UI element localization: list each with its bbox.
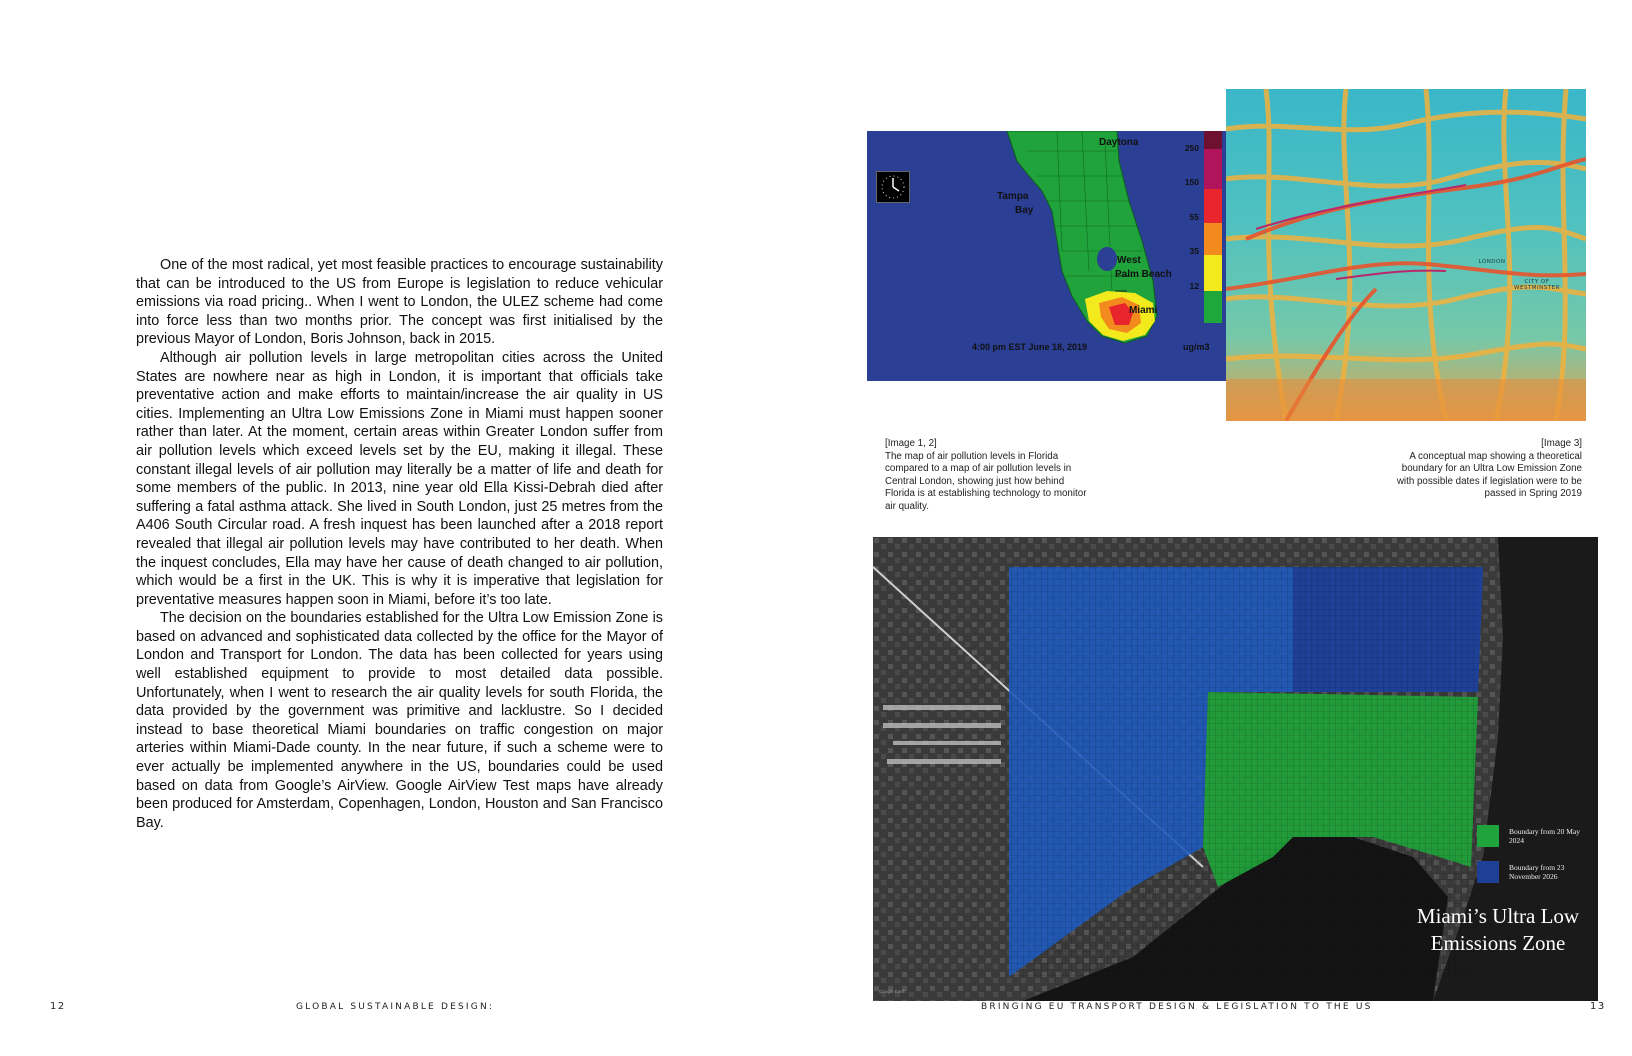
scale-swatch-4 bbox=[1204, 223, 1222, 255]
pollution-color-scale bbox=[1204, 131, 1222, 323]
scale-value-250: 250 bbox=[1184, 143, 1199, 153]
paragraph-2: Although air pollution levels in large metropolitan cities across the United States are nowhere near as high in London, it is important that officials take preventative action and make efforts to maintain/increase the air quality in US cities. Implementing an Ultra Low Emissions Zone in Miami must happen sooner rather than later. At the moment, certain areas within Greater London suffer from air pollution levels which exceed levels set by the EU, making it illegal. These constant illegal levels of air pollution may literally be a matter of life and death for some members of the public. In 2013, nine year old Ella Kissi-Debrah died after suffering a fatal asthma attack. She lived in South London, just 25 metres from the A406 South Circular road. A fresh inquest has been launched after a 2018 report revealed that illegal air pollution levels may have contributed to her death. When the inquest concludes, Ella may have her cause of death changed to air pollution, which would be a first in the UK. This is why it is imperative that legislation for preventative measures happen soon in Miami, before it’s too late. bbox=[136, 349, 663, 608]
legend-swatch-2024 bbox=[1477, 825, 1499, 847]
label-tampa: Tampa bbox=[997, 191, 1029, 202]
ulez-map-title: Miami’s Ultra Low Emissions Zone bbox=[1416, 904, 1580, 955]
caption-text-1-2: The map of air pollution levels in Florida compared to a map of air pollution levels in Central London, showing just how behind Florida is at establishing technology to monitor air quality. bbox=[885, 450, 1087, 512]
scale-value-35: 35 bbox=[1189, 246, 1199, 256]
label-west: West bbox=[1117, 255, 1141, 266]
running-head-left: GLOBAL SUSTAINABLE DESIGN: bbox=[296, 1002, 495, 1012]
scale-value-12: 12 bbox=[1189, 281, 1199, 291]
ulez-legend bbox=[1477, 825, 1589, 897]
caption-ref-1-2: [Image 1, 2] bbox=[885, 438, 937, 449]
caption-images-1-2 bbox=[885, 438, 1095, 514]
caption-text-3: A conceptual map showing a theoretical boundary for an Ultra Low Emission Zone with possible dates if legislation were to be passed in Spring 2019 bbox=[1396, 450, 1582, 500]
scale-swatch-5 bbox=[1204, 255, 1222, 291]
scale-value-55: 55 bbox=[1189, 212, 1199, 222]
scale-value-150: 150 bbox=[1184, 177, 1199, 187]
page-number-right: 13 bbox=[1590, 1001, 1606, 1012]
florida-air-quality-map bbox=[867, 131, 1229, 381]
running-head-right: BRINGING EU TRANSPORT DESIGN & LEGISLATION TO THE US bbox=[981, 1002, 1373, 1012]
label-city-of-westminster: CITY OF WESTMINSTER bbox=[1514, 279, 1560, 291]
london-heatmap-graphic bbox=[1226, 89, 1586, 421]
legend-swatch-2026 bbox=[1477, 861, 1499, 883]
map-credit: Google Earth bbox=[879, 989, 906, 994]
caption-ref-3: [Image 3] bbox=[1541, 438, 1582, 449]
label-palm-beach: Palm Beach bbox=[1115, 269, 1172, 280]
label-bay: Bay bbox=[1015, 205, 1034, 216]
london-pollution-map bbox=[1226, 89, 1586, 421]
legend-label-2024: Boundary from 20 May 2024 bbox=[1509, 827, 1581, 845]
scale-swatch-6 bbox=[1204, 291, 1222, 323]
scale-swatch-3 bbox=[1204, 189, 1222, 223]
miami-ulez-map bbox=[873, 537, 1598, 1001]
paragraph-3: The decision on the boundaries established for the Ultra Low Emission Zone is based on advanced and sophisticated data collected by the office for the Mayor of London and Transport for London. The data has been collected for years using well established equipment to provide to most detailed data possible. Unfortunately, when I went to research the air quality levels for south Florida, the data provided by the government was primitive and lacklustre. So I decided instead to base theoretical Miami boundaries on traffic congestion on major arteries within Miami-Dade county. In the near future, if such a scheme were to ever actually be implemented anywhere in the US, boundaries could be used based on data from Google’s AirView. Google AirView Test maps have already been produced for Amsterdam, Copenhagen, London, Houston and San Francisco Bay. bbox=[136, 610, 663, 831]
paragraph-1: One of the most radical, yet most feasible practices to encourage sustainability that can be introduced to the US from Europe is legislation to reduce vehicular emissions via road pricing.. When I went to London, the ULEZ scheme had come into force less than two months prior. The concept was first initialised by the previous Mayor of London, Boris Johnson, back in 2015. bbox=[136, 257, 663, 348]
map-timestamp: 4:00 pm EST June 18, 2019 bbox=[972, 342, 1088, 352]
body-text bbox=[136, 256, 663, 832]
label-london: LONDON bbox=[1478, 259, 1506, 265]
legend-label-2026: Boundary from 23 November 2026 bbox=[1509, 863, 1565, 881]
scale-swatch-1 bbox=[1204, 131, 1222, 149]
page-number-left: 12 bbox=[50, 1001, 66, 1012]
caption-image-3 bbox=[1392, 438, 1582, 501]
scale-swatch-2 bbox=[1204, 149, 1222, 189]
legend-item-2024 bbox=[1477, 825, 1589, 847]
legend-item-2026 bbox=[1477, 861, 1589, 883]
label-daytona: Daytona bbox=[1099, 137, 1139, 148]
scale-unit: ug/m3 bbox=[1183, 342, 1210, 352]
clock-icon bbox=[876, 171, 910, 203]
label-miami: Miami bbox=[1129, 305, 1158, 316]
